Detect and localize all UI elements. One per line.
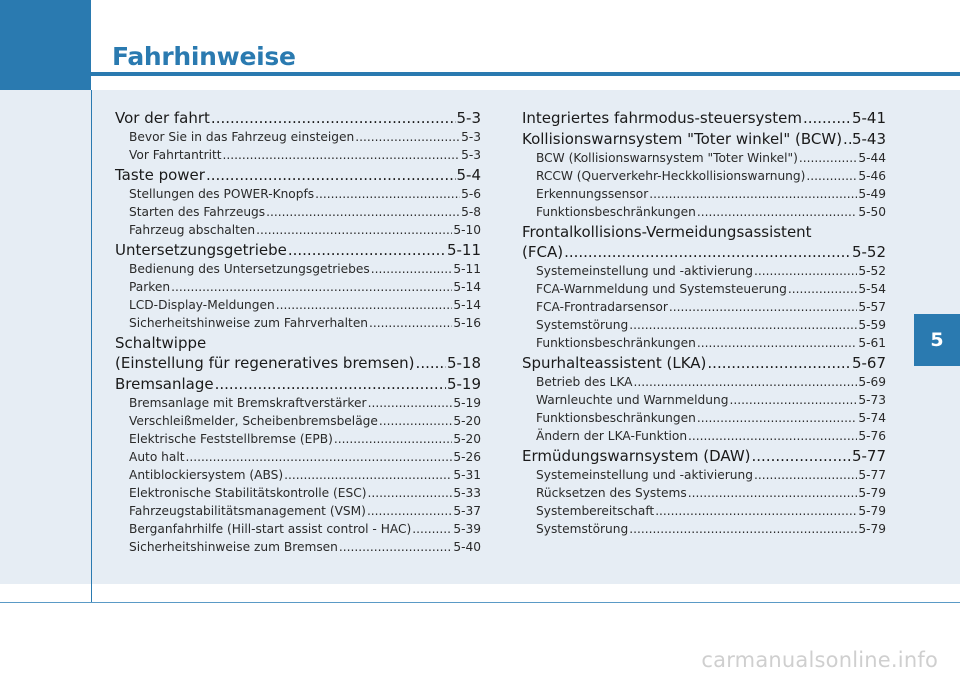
toc-entry-title: Systemeinstellung und -aktivierung	[536, 468, 753, 482]
toc-subsection-entry[interactable]	[115, 448, 481, 466]
toc-entry-title: Betrieb des LKA	[536, 375, 633, 389]
toc-subsection-entry[interactable]	[115, 484, 481, 502]
dot-leader	[256, 221, 452, 239]
toc-section-entry[interactable]	[115, 333, 481, 373]
toc-subsection-entry[interactable]	[115, 502, 481, 520]
toc-page-number: 5-20	[453, 414, 481, 428]
dot-leader	[369, 314, 452, 332]
toc-page-number: 5-52	[858, 264, 886, 278]
toc-subsection-entry[interactable]	[115, 296, 481, 314]
toc-entry-title: Berganfahrhilfe (Hill-start assist control - HAC)	[129, 522, 412, 536]
toc-subsection-entry[interactable]	[115, 466, 481, 484]
toc-subsection-entry[interactable]	[115, 278, 481, 296]
dot-leader	[754, 466, 857, 484]
toc-entry-title: Funktionsbeschränkungen	[536, 336, 696, 350]
toc-page-number: 5-50	[858, 205, 886, 219]
toc-page-number: 5-11	[446, 241, 481, 259]
toc-section-entry[interactable]	[522, 446, 886, 466]
dot-leader	[211, 108, 456, 128]
toc-entry-title: Warnleuchte und Warnmeldung	[536, 393, 729, 407]
toc-page-number: 5-3	[456, 109, 481, 127]
toc-page-number: 5-3	[461, 148, 481, 162]
dot-leader	[754, 262, 857, 280]
toc-entry-title: Bedienung des Untersetzungsgetriebes	[129, 262, 370, 276]
toc-entry-title: Systemstörung	[536, 522, 629, 536]
toc-entry-title: Funktionsbeschränkungen	[536, 205, 696, 219]
toc-entry-title-line1: Schaltwippe	[115, 334, 207, 352]
toc-subsection-entry[interactable]	[522, 316, 886, 334]
dot-leader	[371, 260, 453, 278]
toc-subsection-entry[interactable]	[522, 373, 886, 391]
toc-entry-title: Bremsanlage	[115, 375, 214, 393]
toc-subsection-entry[interactable]	[522, 185, 886, 203]
toc-subsection-entry[interactable]	[115, 430, 481, 448]
dot-leader	[171, 278, 452, 296]
toc-entry-title: Integriertes fahrmodus-steuersystem	[522, 109, 802, 127]
toc-subsection-entry[interactable]	[115, 260, 481, 278]
toc-entry-title: Rücksetzen des Systems	[536, 486, 687, 500]
toc-page-number: 5-52	[851, 243, 886, 261]
toc-subsection-entry[interactable]	[522, 280, 886, 298]
toc-page-number: 5-79	[858, 486, 886, 500]
toc-subsection-entry[interactable]	[115, 314, 481, 332]
dot-leader	[412, 520, 452, 538]
dot-leader	[186, 448, 453, 466]
dot-leader	[284, 466, 452, 484]
toc-subsection-entry[interactable]	[115, 520, 481, 538]
dot-leader	[803, 108, 851, 128]
dot-leader	[697, 334, 857, 352]
toc-entry-title: Bremsanlage mit Bremskraftverstärker	[129, 396, 367, 410]
toc-entry-title: Stellungen des POWER-Knopfs	[129, 187, 315, 201]
toc-entry-title: Systemstörung	[536, 318, 629, 332]
toc-entry-title-line1: Frontalkollisions-Vermeidungsassistent	[522, 223, 812, 241]
dot-leader	[266, 203, 460, 221]
dot-leader	[707, 353, 851, 373]
toc-page-number: 5-79	[858, 522, 886, 536]
footer-line	[0, 602, 960, 603]
toc-entry-title: Taste power	[115, 166, 205, 184]
toc-entry-title: Starten des Fahrzeugs	[129, 205, 266, 219]
toc-subsection-entry[interactable]	[522, 391, 886, 409]
toc-page-number: 5-14	[453, 280, 481, 294]
dot-leader	[729, 391, 857, 409]
toc-entry-title: (Einstellung für regeneratives bremsen)	[115, 354, 415, 372]
toc-page-number: 5-18	[446, 354, 481, 372]
dot-leader	[215, 374, 446, 394]
toc-entry-title: Parken	[129, 280, 171, 294]
toc-section-entry[interactable]	[115, 108, 481, 128]
title-rule	[91, 72, 960, 76]
dot-leader	[379, 412, 452, 430]
toc-page-number: 5-43	[851, 130, 886, 148]
toc-page-number: 5-76	[858, 429, 886, 443]
toc-entry-title: FCA-Warnmeldung und Systemsteuerung	[536, 282, 787, 296]
toc-page-number: 5-10	[453, 223, 481, 237]
toc-subsection-entry[interactable]	[115, 394, 481, 412]
margin-line	[91, 90, 92, 602]
dot-leader	[649, 185, 857, 203]
toc-subsection-entry[interactable]	[522, 334, 886, 352]
dot-leader	[688, 427, 857, 445]
dot-leader	[629, 520, 857, 538]
toc-section-entry[interactable]	[522, 129, 886, 149]
dot-leader	[843, 129, 851, 149]
dot-leader	[688, 484, 858, 502]
toc-entry-title: LCD-Display-Meldungen	[129, 298, 275, 312]
toc-page-number: 5-77	[851, 447, 886, 465]
toc-page-number: 5-74	[858, 411, 886, 425]
toc-section-entry[interactable]	[522, 353, 886, 373]
dot-leader	[315, 185, 460, 203]
toc-page-number: 5-8	[461, 205, 481, 219]
toc-entry-title: Fahrzeug abschalten	[129, 223, 256, 237]
toc-entry-title: Systembereitschaft	[536, 504, 655, 518]
toc-subsection-entry[interactable]	[522, 149, 886, 167]
toc-page-number: 5-14	[453, 298, 481, 312]
toc-page-number: 5-31	[453, 468, 481, 482]
toc-subsection-entry[interactable]	[115, 185, 481, 203]
toc-section-entry[interactable]	[522, 108, 886, 128]
toc-subsection-entry[interactable]	[522, 167, 886, 185]
dot-leader	[799, 149, 857, 167]
toc-column-left	[115, 108, 481, 556]
dot-leader	[334, 430, 453, 448]
toc-subsection-entry[interactable]	[115, 146, 481, 164]
toc-subsection-entry[interactable]	[522, 262, 886, 280]
dot-leader	[206, 165, 456, 185]
toc-entry-title: Sicherheitshinweise zum Bremsen	[129, 540, 338, 554]
dot-leader	[368, 394, 453, 412]
dot-leader	[655, 502, 857, 520]
toc-entry-title: Bevor Sie in das Fahrzeug einsteigen	[129, 130, 355, 144]
toc-entry-title: BCW (Kollisionswarnsystem "Toter Winkel")	[536, 151, 798, 165]
dot-leader	[223, 146, 461, 164]
toc-page-number: 5-61	[858, 336, 886, 350]
dot-leader	[629, 316, 857, 334]
toc-entry-title: Erkennungssensor	[536, 187, 649, 201]
toc-subsection-entry[interactable]	[115, 221, 481, 239]
toc-entry-title: RCCW (Querverkehr-Heckkollisionswarnung)	[536, 169, 806, 183]
toc-entry-title: Elektrische Feststellbremse (EPB)	[129, 432, 333, 446]
dot-leader	[564, 242, 851, 262]
toc-page-number: 5-20	[453, 432, 481, 446]
toc-subsection-entry[interactable]	[522, 203, 886, 221]
dot-leader	[368, 484, 453, 502]
toc-section-entry[interactable]	[115, 374, 481, 394]
dot-leader	[634, 373, 858, 391]
toc-page-number: 5-37	[453, 504, 481, 518]
toc-column-right	[522, 108, 886, 538]
dot-leader	[669, 298, 857, 316]
toc-page-number: 5-19	[446, 375, 481, 393]
page-title: Fahrhinweise	[112, 42, 296, 71]
toc-entry-title: Fahrzeugstabilitätsmanagement (VSM)	[129, 504, 366, 518]
dot-leader	[697, 203, 857, 221]
toc-page-number: 5-69	[858, 375, 886, 389]
toc-entry-title: Systemeinstellung und -aktivierung	[536, 264, 753, 278]
toc-entry-title: Vor der fahrt	[115, 109, 210, 127]
toc-subsection-entry[interactable]	[115, 412, 481, 430]
toc-entry-title: (FCA)	[522, 243, 564, 261]
toc-subsection-entry[interactable]	[522, 298, 886, 316]
toc-page-number: 5-46	[858, 169, 886, 183]
toc-page-number: 5-67	[851, 354, 886, 372]
toc-page-number: 5-16	[453, 316, 481, 330]
header-color-block	[0, 0, 91, 90]
dot-leader	[355, 128, 460, 146]
toc-page-number: 5-49	[858, 187, 886, 201]
toc-page-number: 5-3	[461, 130, 481, 144]
toc-section-entry[interactable]	[115, 240, 481, 260]
toc-entry-title: Vor Fahrtantritt	[129, 148, 222, 162]
toc-entry-title: Untersetzungsgetriebe	[115, 241, 287, 259]
toc-page-number: 5-79	[858, 504, 886, 518]
toc-page-number: 5-40	[453, 540, 481, 554]
toc-section-entry[interactable]	[522, 222, 886, 262]
toc-page-number: 5-44	[858, 151, 886, 165]
dot-leader	[788, 280, 857, 298]
toc-entry-title: Spurhalteassistent (LKA)	[522, 354, 707, 372]
toc-subsection-entry[interactable]	[522, 427, 886, 445]
chapter-tab[interactable]: 5	[914, 314, 960, 366]
toc-entry-title: Antiblockiersystem (ABS)	[129, 468, 284, 482]
toc-entry-title: Ermüdungswarnsystem (DAW)	[522, 447, 751, 465]
toc-entry-title: Auto halt	[129, 450, 185, 464]
toc-page-number: 5-77	[858, 468, 886, 482]
toc-subsection-entry[interactable]	[522, 502, 886, 520]
toc-page-number: 5-57	[858, 300, 886, 314]
toc-page-number: 5-39	[453, 522, 481, 536]
toc-entry-title: FCA-Frontradarsensor	[536, 300, 668, 314]
dot-leader	[416, 353, 446, 373]
toc-page-number: 5-6	[461, 187, 481, 201]
toc-subsection-entry[interactable]	[522, 466, 886, 484]
dot-leader	[276, 296, 453, 314]
toc-page-number: 5-41	[851, 109, 886, 127]
dot-leader	[367, 502, 452, 520]
dot-leader	[752, 446, 851, 466]
toc-subsection-entry[interactable]	[522, 409, 886, 427]
dot-leader	[806, 167, 857, 185]
toc-page-number: 5-33	[453, 486, 481, 500]
toc-entry-title: Kollisionswarnsystem "Toter winkel" (BCW)	[522, 130, 843, 148]
toc-entry-title: Funktionsbeschränkungen	[536, 411, 696, 425]
toc-entry-title: Ändern der LKA-Funktion	[536, 429, 688, 443]
toc-page-number: 5-19	[453, 396, 481, 410]
toc-subsection-entry[interactable]	[115, 538, 481, 556]
dot-leader	[339, 538, 452, 556]
toc-subsection-entry[interactable]	[522, 520, 886, 538]
toc-page-number: 5-54	[858, 282, 886, 296]
toc-entry-title: Sicherheitshinweise zum Fahrverhalten	[129, 316, 369, 330]
toc-page-number: 5-11	[453, 262, 481, 276]
toc-subsection-entry[interactable]	[522, 484, 886, 502]
toc-entry-title: Elektronische Stabilitätskontrolle (ESC)	[129, 486, 367, 500]
toc-entry-title: Verschleißmelder, Scheibenbremsbeläge	[129, 414, 378, 428]
toc-section-entry[interactable]	[115, 165, 481, 185]
toc-page-number: 5-4	[456, 166, 481, 184]
dot-leader	[288, 240, 446, 260]
dot-leader	[697, 409, 857, 427]
toc-subsection-entry[interactable]	[115, 203, 481, 221]
watermark: carmanualsonline.info	[701, 648, 938, 672]
toc-page-number: 5-26	[453, 450, 481, 464]
toc-page-number: 5-73	[858, 393, 886, 407]
toc-page-number: 5-59	[858, 318, 886, 332]
toc-subsection-entry[interactable]	[115, 128, 481, 146]
